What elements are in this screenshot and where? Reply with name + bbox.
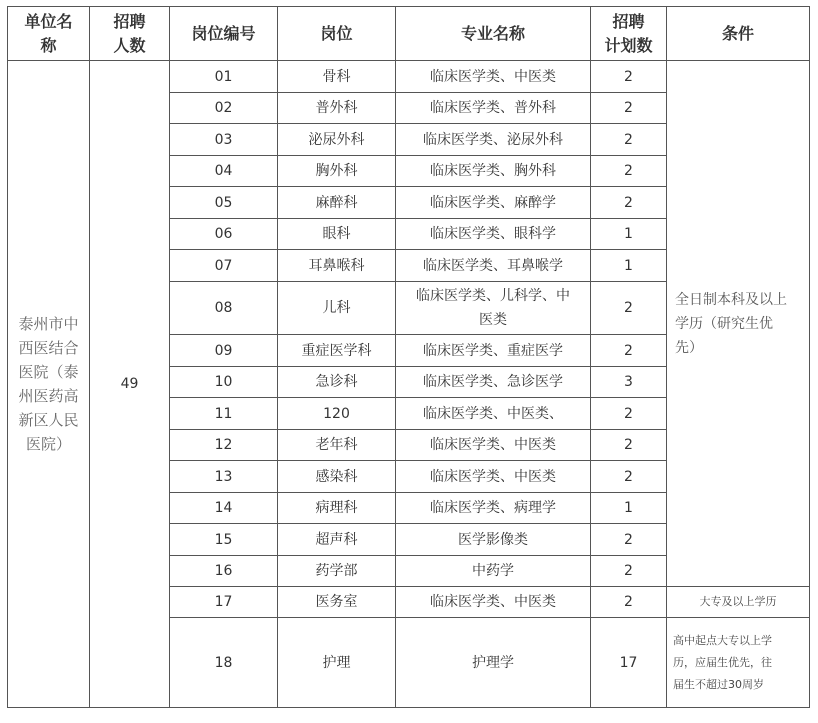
major-name-cell: 护理学 [396, 618, 591, 708]
plan-count-cell: 2 [591, 124, 667, 156]
position-cell: 泌尿外科 [278, 124, 396, 156]
plan-count-cell: 2 [591, 587, 667, 618]
major-name-cell: 临床医学类、中医类 [396, 61, 591, 93]
position-code-cell: 15 [170, 524, 278, 556]
position-code-cell: 04 [170, 156, 278, 187]
position-code-cell: 09 [170, 335, 278, 367]
major-name-cell: 临床医学类、胸外科 [396, 156, 591, 187]
position-code-cell: 13 [170, 461, 278, 493]
position-cell: 麻醉科 [278, 187, 396, 219]
position-code-cell: 06 [170, 219, 278, 250]
position-cell: 重症医学科 [278, 335, 396, 367]
position-code-cell: 03 [170, 124, 278, 156]
conditions-cell-18: 高中起点大专以上学 历，应届生优先，往 届生不超过30周岁 [667, 618, 810, 708]
major-name-cell: 临床医学类、中医类、 [396, 398, 591, 430]
major-name-cell: 临床医学类、眼科学 [396, 219, 591, 250]
position-cell: 眼科 [278, 219, 396, 250]
position-code-cell: 02 [170, 93, 278, 124]
plan-count-cell: 2 [591, 187, 667, 219]
plan-count-cell: 1 [591, 219, 667, 250]
plan-count-cell: 2 [591, 430, 667, 461]
plan-count-cell: 2 [591, 93, 667, 124]
position-code-cell: 11 [170, 398, 278, 430]
position-code-cell: 12 [170, 430, 278, 461]
position-code-cell: 10 [170, 367, 278, 398]
position-cell: 超声科 [278, 524, 396, 556]
conditions-cell-group: 全日制本科及以上 学历（研究生优 先） [667, 61, 810, 587]
position-cell: 护理 [278, 618, 396, 708]
major-name-cell: 临床医学类、麻醉学 [396, 187, 591, 219]
position-code-cell: 16 [170, 556, 278, 587]
recruitment-table [7, 6, 810, 708]
position-cell: 医务室 [278, 587, 396, 618]
plan-count-cell: 2 [591, 461, 667, 493]
plan-count-cell: 17 [591, 618, 667, 708]
header-row [8, 7, 810, 61]
unit-name-cell: 泰州市中 西医结合 医院（泰 州医药高 新区人民 医院） [8, 61, 90, 708]
header-position: 岗位 [278, 7, 396, 61]
header-position-code: 岗位编号 [170, 7, 278, 61]
position-code-cell: 08 [170, 282, 278, 335]
header-recruit-count: 招聘 人数 [90, 7, 170, 61]
position-cell: 儿科 [278, 282, 396, 335]
position-code-cell: 14 [170, 493, 278, 524]
major-name-cell: 临床医学类、急诊医学 [396, 367, 591, 398]
position-code-cell: 17 [170, 587, 278, 618]
major-name-cell: 临床医学类、中医类 [396, 587, 591, 618]
plan-count-cell: 2 [591, 398, 667, 430]
position-cell: 120 [278, 398, 396, 430]
major-name-cell: 中药学 [396, 556, 591, 587]
plan-count-cell: 1 [591, 250, 667, 282]
header-plan-count: 招聘 计划数 [591, 7, 667, 61]
plan-count-cell: 2 [591, 282, 667, 335]
position-cell: 感染科 [278, 461, 396, 493]
header-major-name: 专业名称 [396, 7, 591, 61]
major-name-cell: 临床医学类、泌尿外科 [396, 124, 591, 156]
position-code-cell: 05 [170, 187, 278, 219]
major-name-cell: 临床医学类、病理学 [396, 493, 591, 524]
position-code-cell: 01 [170, 61, 278, 93]
position-cell: 药学部 [278, 556, 396, 587]
conditions-cell-17: 大专及以上学历 [667, 587, 810, 618]
position-cell: 普外科 [278, 93, 396, 124]
recruit-total-cell: 49 [90, 61, 170, 708]
plan-count-cell: 3 [591, 367, 667, 398]
position-cell: 老年科 [278, 430, 396, 461]
position-cell: 耳鼻喉科 [278, 250, 396, 282]
position-cell: 病理科 [278, 493, 396, 524]
plan-count-cell: 2 [591, 556, 667, 587]
major-name-cell: 临床医学类、中医类 [396, 430, 591, 461]
plan-count-cell: 2 [591, 335, 667, 367]
plan-count-cell: 1 [591, 493, 667, 524]
position-cell: 骨科 [278, 61, 396, 93]
plan-count-cell: 2 [591, 61, 667, 93]
major-name-cell: 临床医学类、普外科 [396, 93, 591, 124]
plan-count-cell: 2 [591, 524, 667, 556]
header-unit-name: 单位名 称 [8, 7, 90, 61]
header-conditions: 条件 [667, 7, 810, 61]
table-row [8, 61, 810, 93]
major-name-cell: 临床医学类、中医类 [396, 461, 591, 493]
plan-count-cell: 2 [591, 156, 667, 187]
major-name-cell: 临床医学类、儿科学、中 医类 [396, 282, 591, 335]
major-name-cell: 临床医学类、耳鼻喉学 [396, 250, 591, 282]
position-code-cell: 07 [170, 250, 278, 282]
major-name-cell: 临床医学类、重症医学 [396, 335, 591, 367]
position-code-cell: 18 [170, 618, 278, 708]
major-name-cell: 医学影像类 [396, 524, 591, 556]
position-cell: 胸外科 [278, 156, 396, 187]
position-cell: 急诊科 [278, 367, 396, 398]
